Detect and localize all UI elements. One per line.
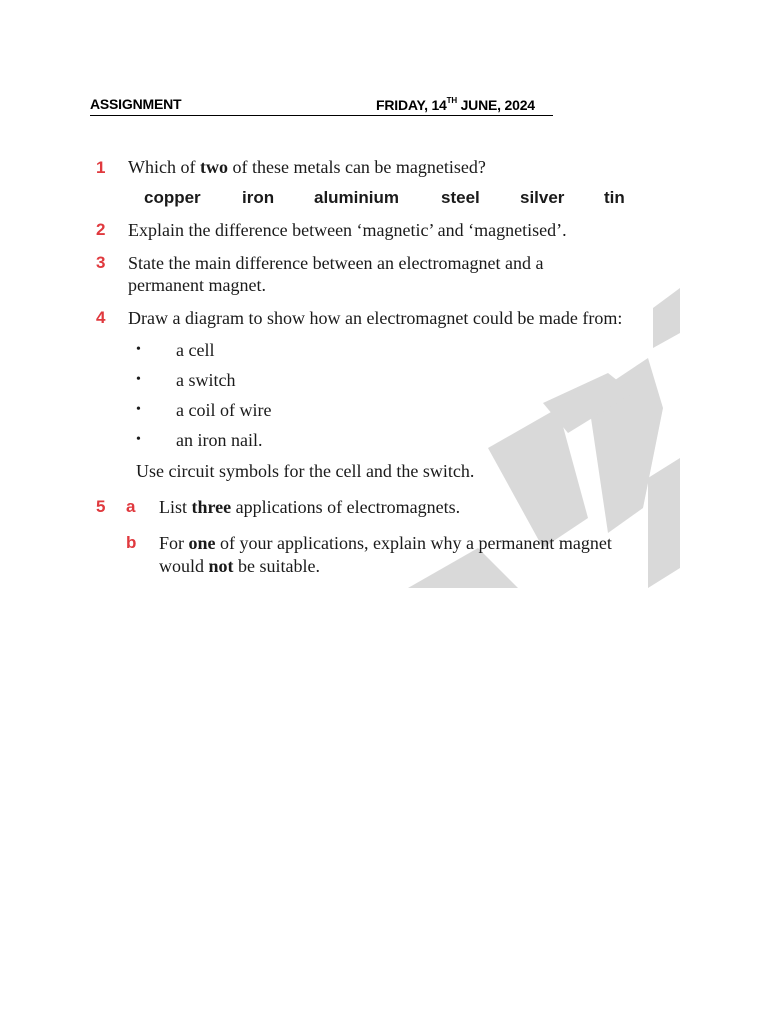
question-5b-line-2: would not be suitable.	[159, 556, 320, 576]
question-4-note: Use circuit symbols for the cell and the switch.	[136, 461, 475, 481]
question-5b-line-1: For one of your applications, explain why a permanent magnet	[159, 533, 612, 553]
question-5a-label: a	[126, 497, 136, 516]
assignment-title: ASSIGNMENT	[90, 96, 182, 112]
question-2-text: Explain the difference between ‘magnetic’ and ‘magnetised’.	[128, 220, 567, 240]
question-2-number: 2	[96, 220, 106, 239]
bullet-1: •	[136, 342, 141, 357]
question-5-number: 5	[96, 497, 106, 516]
question-4-text: Draw a diagram to show how an electromagnet could be made from:	[128, 308, 623, 328]
metal-steel: steel	[441, 188, 480, 207]
assignment-header	[90, 95, 553, 116]
question-sheet-image	[88, 148, 680, 588]
question-5b-label: b	[126, 533, 137, 552]
list-item-nail: an iron nail.	[176, 430, 263, 450]
metal-tin: tin	[604, 188, 625, 207]
question-3-line-1: State the main difference between an electromagnet and a	[128, 253, 544, 273]
question-3-line-2: permanent magnet.	[128, 275, 266, 295]
bullet-2: •	[136, 372, 141, 387]
metal-copper: copper	[144, 188, 201, 207]
metal-aluminium: aluminium	[314, 188, 400, 207]
bullet-4: •	[136, 432, 141, 447]
assignment-date: FRIDAY, 14TH JUNE, 2024	[376, 96, 535, 113]
list-item-cell: a cell	[176, 340, 215, 360]
list-item-coil: a coil of wire	[176, 400, 272, 420]
question-5a-text: List three applications of electromagnets.	[159, 497, 461, 517]
metal-silver: silver	[520, 188, 565, 207]
question-3-number: 3	[96, 253, 106, 272]
watermark-graphic	[88, 148, 680, 588]
question-4-number: 4	[96, 308, 106, 327]
metal-iron: iron	[242, 188, 275, 207]
question-1-text: Which of two of these metals can be magnetised?	[128, 157, 486, 177]
question-1-number: 1	[96, 158, 106, 177]
bullet-3: •	[136, 402, 141, 417]
list-item-switch: a switch	[176, 370, 236, 390]
